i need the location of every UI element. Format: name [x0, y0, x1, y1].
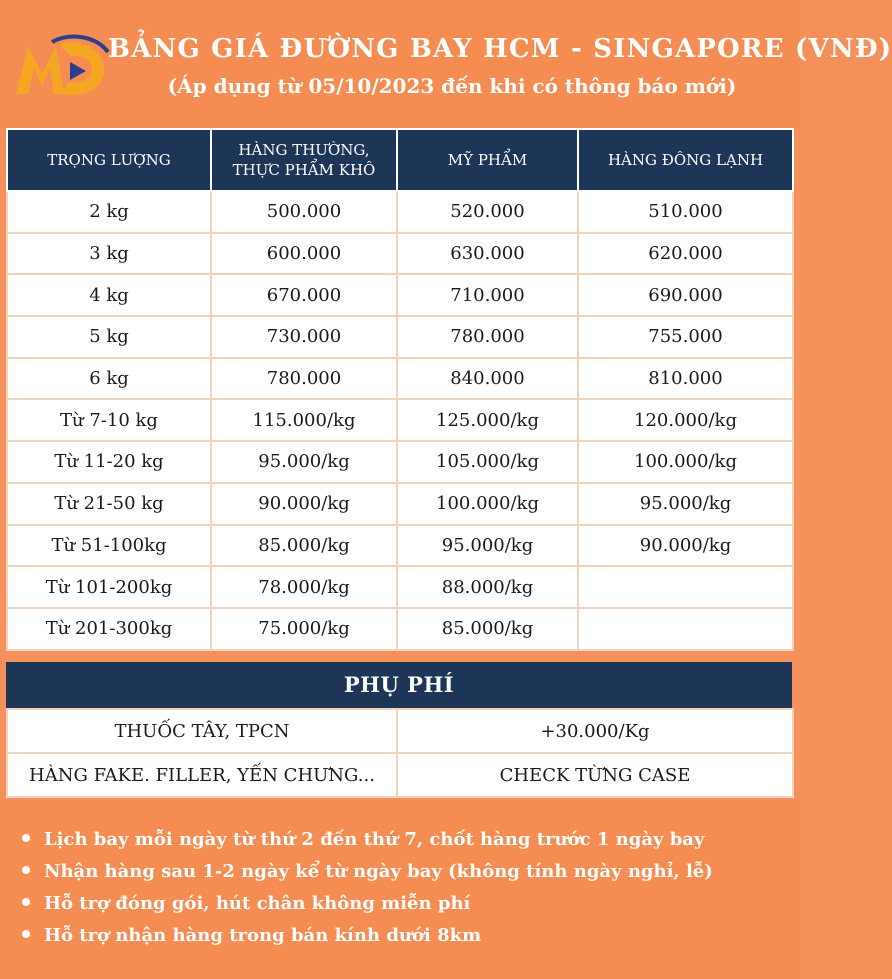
regular-price-cell: 730.000	[211, 316, 397, 358]
surcharge-row	[7, 753, 793, 797]
frozen-price-cell: 90.000/kg	[578, 525, 793, 567]
regular-price-cell: 95.000/kg	[211, 441, 397, 483]
weight-cell: Từ 101-200kg	[7, 566, 211, 608]
table-row	[7, 525, 793, 567]
bullet-icon	[22, 834, 30, 842]
list-item	[22, 824, 713, 856]
header-frozen-goods: HÀNG ĐÔNG LẠNH	[578, 129, 793, 191]
table-row	[7, 399, 793, 441]
weight-cell: 3 kg	[7, 233, 211, 275]
regular-price-cell: 78.000/kg	[211, 566, 397, 608]
list-item	[22, 888, 713, 920]
weight-cell: Từ 51-100kg	[7, 525, 211, 567]
cosmetics-price-cell: 520.000	[397, 191, 578, 233]
frozen-price-cell: 755.000	[578, 316, 793, 358]
frozen-price-cell: 100.000/kg	[578, 441, 793, 483]
cosmetics-price-cell: 100.000/kg	[397, 483, 578, 525]
cosmetics-price-cell: 840.000	[397, 358, 578, 400]
surcharge-table-container	[6, 708, 792, 798]
header-cosmetics: MỸ PHẨM	[397, 129, 578, 191]
page-subtitle: (Áp dụng từ 05/10/2023 đến khi có thông báo mới)	[167, 74, 737, 98]
table-row	[7, 233, 793, 275]
price-table	[6, 128, 794, 651]
frozen-price-cell: 95.000/kg	[578, 483, 793, 525]
notes-list	[22, 824, 713, 952]
cosmetics-price-cell: 630.000	[397, 233, 578, 275]
surcharge-item-cell: THUỐC TÂY, TPCN	[7, 709, 397, 753]
company-logo-icon	[12, 32, 110, 100]
table-row	[7, 316, 793, 358]
bullet-icon	[22, 866, 30, 874]
list-item	[22, 920, 713, 952]
note-text: Hỗ trợ nhận hàng trong bán kính dưới 8km	[44, 925, 482, 946]
weight-cell: 2 kg	[7, 191, 211, 233]
cosmetics-price-cell: 105.000/kg	[397, 441, 578, 483]
surcharge-fee-cell: CHECK TỪNG CASE	[397, 753, 793, 797]
cosmetics-price-cell: 88.000/kg	[397, 566, 578, 608]
cosmetics-price-cell: 710.000	[397, 274, 578, 316]
note-text: Lịch bay mỗi ngày từ thứ 2 đến thứ 7, chốt hàng trước 1 ngày bay	[44, 829, 705, 850]
table-row	[7, 483, 793, 525]
weight-cell: Từ 201-300kg	[7, 608, 211, 650]
price-table-container	[6, 128, 792, 651]
bullet-icon	[22, 930, 30, 938]
table-row	[7, 566, 793, 608]
table-row	[7, 441, 793, 483]
cosmetics-price-cell: 85.000/kg	[397, 608, 578, 650]
frozen-price-cell	[578, 566, 793, 608]
frozen-price-cell: 690.000	[578, 274, 793, 316]
price-table-body	[7, 191, 793, 650]
header-regular-goods-line2: THỰC PHẨM KHÔ	[232, 161, 376, 179]
page-title: BẢNG GIÁ ĐƯỜNG BAY HCM - SINGAPORE (VNĐ)	[108, 34, 892, 64]
note-text: Nhận hàng sau 1-2 ngày kể từ ngày bay (không tính ngày nghỉ, lễ)	[44, 861, 713, 882]
cosmetics-price-cell: 95.000/kg	[397, 525, 578, 567]
weight-cell: 6 kg	[7, 358, 211, 400]
surcharge-item-cell: HÀNG FAKE. FILLER, YẾN CHƯNG...	[7, 753, 397, 797]
table-row	[7, 274, 793, 316]
cosmetics-price-cell: 780.000	[397, 316, 578, 358]
table-row	[7, 608, 793, 650]
regular-price-cell: 85.000/kg	[211, 525, 397, 567]
price-table-header-row	[7, 129, 793, 191]
bullet-icon	[22, 898, 30, 906]
regular-price-cell: 600.000	[211, 233, 397, 275]
frozen-price-cell	[578, 608, 793, 650]
weight-cell: 4 kg	[7, 274, 211, 316]
header-weight: TRỌNG LƯỢNG	[7, 129, 211, 191]
regular-price-cell: 75.000/kg	[211, 608, 397, 650]
notes-section	[0, 800, 800, 979]
frozen-price-cell: 120.000/kg	[578, 399, 793, 441]
list-item	[22, 856, 713, 888]
cosmetics-price-cell: 125.000/kg	[397, 399, 578, 441]
surcharge-table	[6, 708, 794, 798]
header-regular-goods-line1: HÀNG THƯỜNG,	[238, 140, 370, 159]
surcharge-row	[7, 709, 793, 753]
surcharge-table-body	[7, 709, 793, 797]
surcharge-fee-cell: +30.000/Kg	[397, 709, 793, 753]
regular-price-cell: 670.000	[211, 274, 397, 316]
table-row	[7, 191, 793, 233]
frozen-price-cell: 810.000	[578, 358, 793, 400]
weight-cell: Từ 7-10 kg	[7, 399, 211, 441]
weight-cell: Từ 21-50 kg	[7, 483, 211, 525]
frozen-price-cell: 620.000	[578, 233, 793, 275]
frozen-price-cell: 510.000	[578, 191, 793, 233]
note-text: Hỗ trợ đóng gói, hút chân không miễn phí	[44, 893, 471, 914]
header-banner	[0, 0, 892, 128]
regular-price-cell: 500.000	[211, 191, 397, 233]
surcharge-title: PHỤ PHÍ	[6, 662, 792, 708]
regular-price-cell: 115.000/kg	[211, 399, 397, 441]
regular-price-cell: 90.000/kg	[211, 483, 397, 525]
weight-cell: 5 kg	[7, 316, 211, 358]
regular-price-cell: 780.000	[211, 358, 397, 400]
table-row	[7, 358, 793, 400]
weight-cell: Từ 11-20 kg	[7, 441, 211, 483]
header-regular-goods	[211, 129, 397, 191]
